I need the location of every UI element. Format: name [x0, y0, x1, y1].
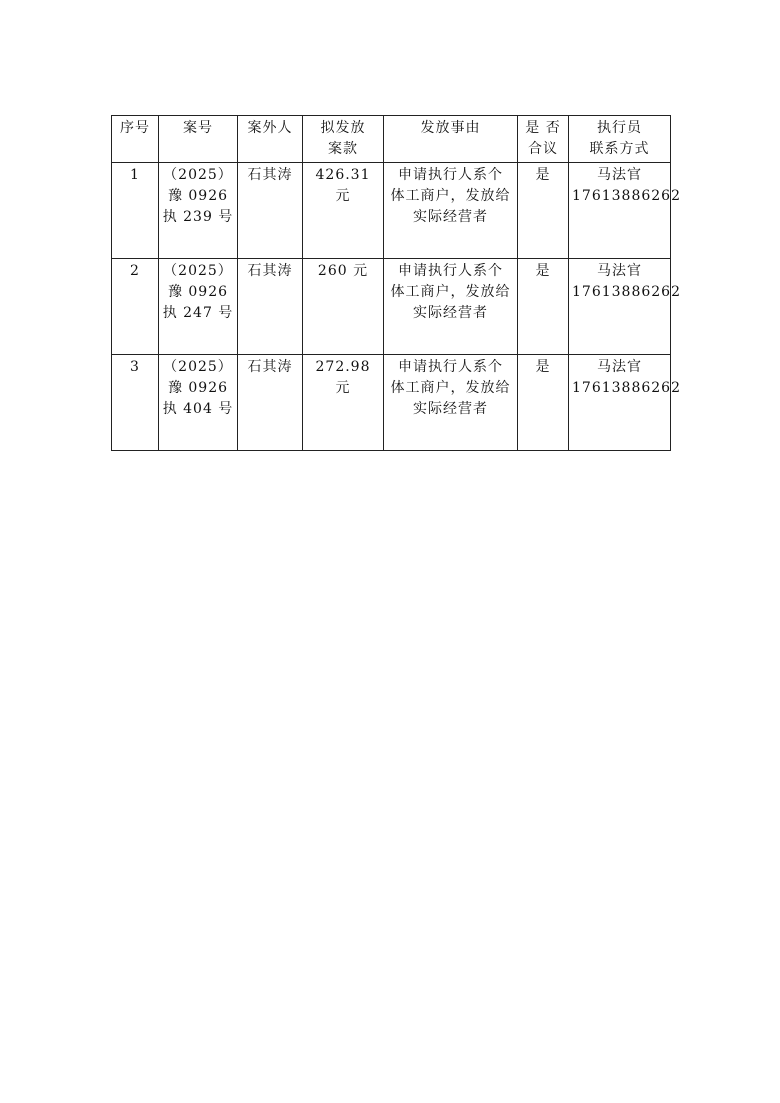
- reason-line: 体工商户，发放给: [390, 284, 511, 300]
- header-officer-line: 执行员: [597, 120, 642, 136]
- cell-seq: 3: [112, 355, 159, 451]
- case-no-line: 豫 0926: [167, 380, 229, 396]
- reason-line: 实际经营者: [413, 305, 488, 321]
- cell-reason: [384, 355, 518, 451]
- officer-phone: 17613886262: [572, 380, 681, 396]
- cell-case-no: [159, 163, 238, 259]
- officer-name: 马法官: [597, 167, 642, 183]
- cell-reason: [384, 163, 518, 259]
- case-no-line: （2025）: [163, 359, 233, 375]
- disbursement-table: [111, 115, 681, 451]
- case-no-line: （2025）: [163, 167, 233, 183]
- header-agree-line: 合议: [528, 141, 558, 157]
- reason-line: 实际经营者: [413, 401, 488, 417]
- cell-officer: [569, 259, 681, 355]
- header-case-no: 案号: [159, 116, 238, 163]
- cell-outsider: 石其涛: [238, 259, 303, 355]
- cell-officer: [569, 163, 681, 259]
- case-no-line: 豫 0926: [167, 284, 229, 300]
- header-agree: [518, 116, 569, 163]
- case-no-line: 执 239 号: [162, 209, 234, 225]
- cell-officer: [569, 355, 681, 451]
- header-amount-line: 案款: [328, 141, 358, 157]
- officer-phone: 17613886262: [572, 188, 681, 204]
- table-row: [112, 355, 671, 451]
- case-no-line: 豫 0926: [167, 188, 229, 204]
- reason-line: 实际经营者: [413, 209, 488, 225]
- reason-line: 体工商户，发放给: [390, 188, 511, 204]
- cell-agree: 是: [518, 163, 569, 259]
- cell-outsider: 石其涛: [238, 355, 303, 451]
- header-amount: [303, 116, 384, 163]
- cell-seq: 2: [112, 259, 159, 355]
- cell-amount: 272.98 元: [303, 355, 384, 451]
- cell-outsider: 石其涛: [238, 163, 303, 259]
- cell-reason: [384, 259, 518, 355]
- table-row: [112, 259, 671, 355]
- reason-line: 申请执行人系个: [398, 263, 503, 279]
- header-amount-line: 拟发放: [320, 120, 366, 136]
- reason-line: 申请执行人系个: [398, 359, 503, 375]
- case-no-line: （2025）: [163, 263, 233, 279]
- officer-name: 马法官: [597, 263, 642, 279]
- officer-name: 马法官: [597, 359, 642, 375]
- reason-line: 体工商户，发放给: [390, 380, 511, 396]
- reason-line: 申请执行人系个: [398, 167, 503, 183]
- cell-case-no: [159, 259, 238, 355]
- header-officer: [569, 116, 671, 163]
- case-no-line: 执 404 号: [162, 401, 234, 417]
- table-row: [112, 163, 671, 259]
- header-outsider: 案外人: [238, 116, 303, 163]
- header-agree-line: 是 否: [525, 120, 561, 136]
- cell-agree: 是: [518, 259, 569, 355]
- cell-seq: 1: [112, 163, 159, 259]
- table-header-row: [112, 116, 671, 163]
- cell-case-no: [159, 355, 238, 451]
- cell-agree: 是: [518, 355, 569, 451]
- cell-amount: 260 元: [303, 259, 384, 355]
- header-reason: 发放事由: [384, 116, 518, 163]
- case-no-line: 执 247 号: [162, 305, 234, 321]
- header-seq: 序号: [112, 116, 159, 163]
- officer-phone: 17613886262: [572, 284, 681, 300]
- header-officer-line: 联系方式: [589, 141, 650, 157]
- cell-amount: 426.31 元: [303, 163, 384, 259]
